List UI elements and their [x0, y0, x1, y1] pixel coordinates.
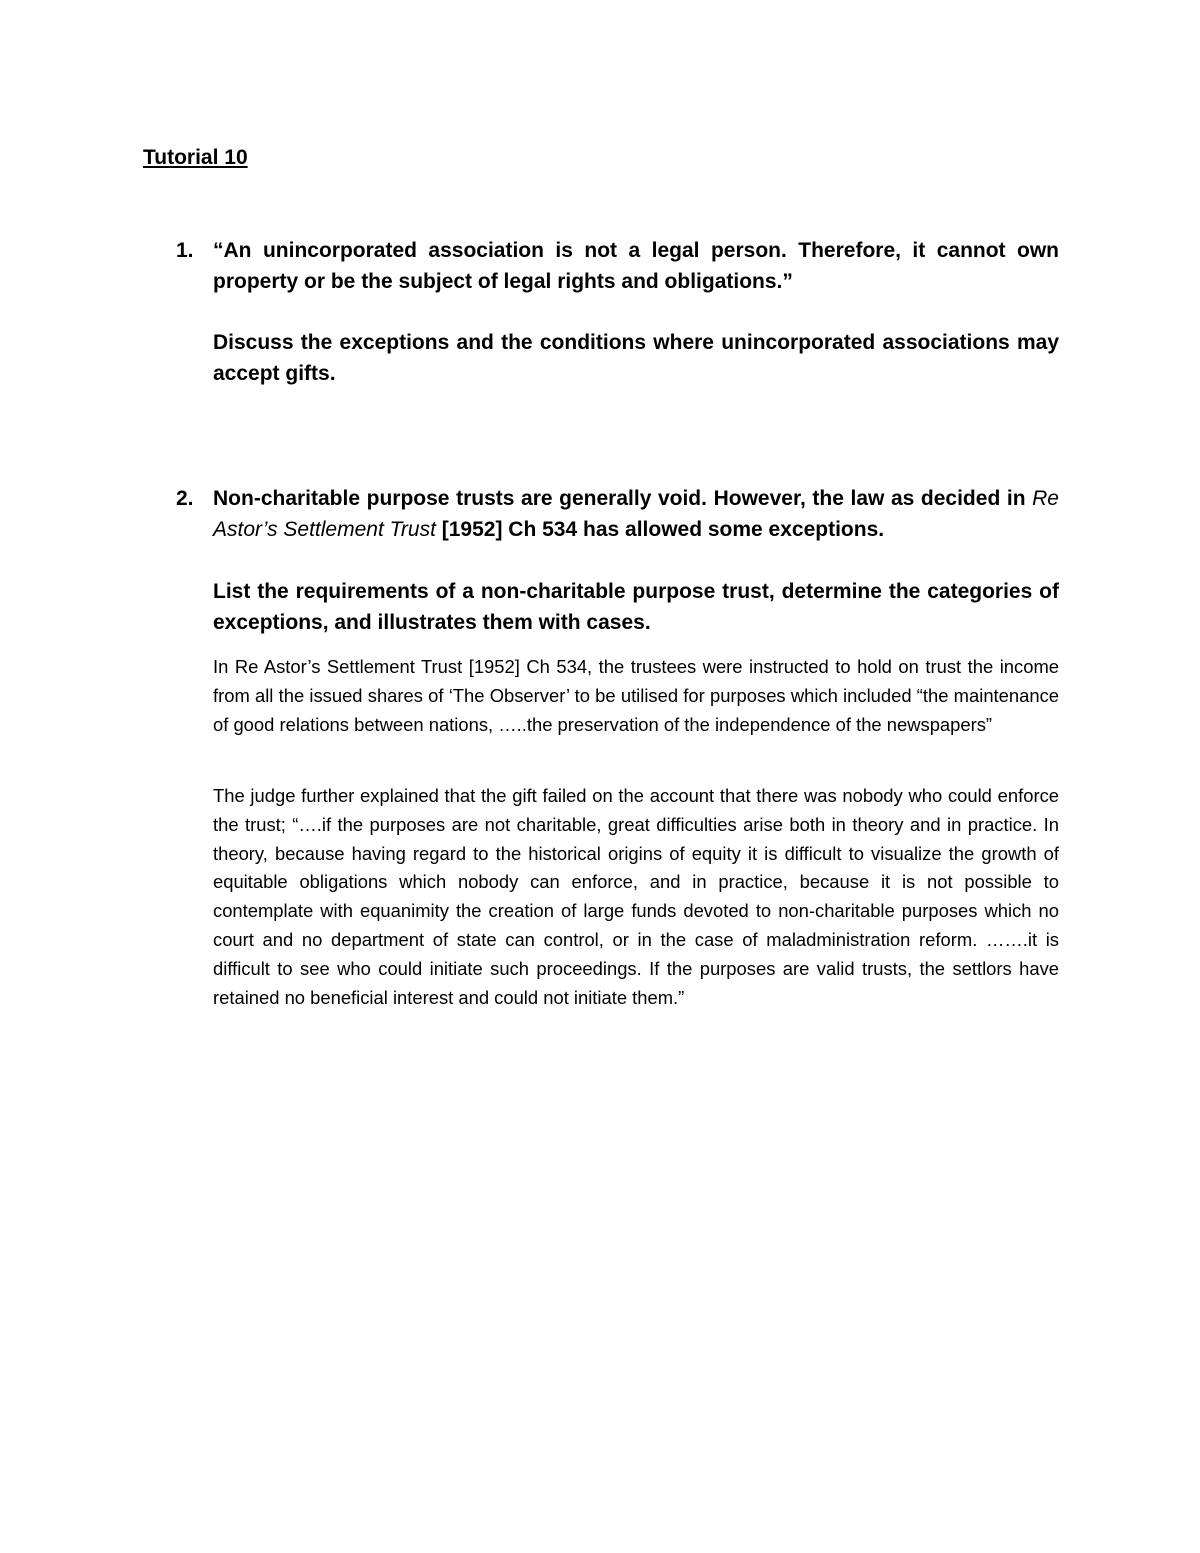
question-2-task: List the requirements of a non-charitable purpose trust, determine the categories of exceptions, and illustrates them with cases. — [213, 580, 1059, 634]
case-name-re-astor: Re Astor’s Settlement Trust — [213, 487, 1059, 541]
question-2-statement-tail: [1952] Ch 534 has allowed some exceptions. — [435, 518, 885, 541]
question-2-note-facts: In Re Astor’s Settlement Trust [1952] Ch 534, the trustees were instructed to hold on trust the income from all the issued shares of ‘The Observer’ to be utilised for purposes which included “the maintenance of good relations between nations, …..the preservation of the independence of the newspapers” — [213, 656, 1059, 735]
document-title: Tutorial 10 — [143, 146, 248, 169]
question-2-statement — [213, 483, 1059, 545]
question-2-number: 2. — [176, 487, 194, 510]
question-1-task: Discuss the exceptions and the conditions where unincorporated associations may accept gifts. — [213, 331, 1059, 385]
question-2-note-judgment: The judge further explained that the gift failed on the account that there was nobody who could enforce the trust; “….if the purposes are not charitable, great difficulties arise both in theory and in practice. In theory, because having regard to the historical origins of equity it is difficult to visualize the growth of equitable obligations which nobody can enforce, and in practice, because it is not possible to contemplate with equanimity the creation of large funds devoted to non-charitable purposes which no court and no department of state can control, or in the case of maladministration reform. …….it is difficult to see who could initiate such proceedings. If the purposes are valid trusts, the settlors have retained no beneficial interest and could not initiate them.” — [213, 785, 1059, 1008]
question-2-statement-lead: Non-charitable purpose trusts are generally void. However, the law as decided in — [213, 487, 1033, 510]
question-1-statement: “An unincorporated association is not a legal person. Therefore, it cannot own property or be the subject of legal rights and obligations.” — [213, 239, 1059, 293]
question-1-number: 1. — [176, 239, 194, 262]
